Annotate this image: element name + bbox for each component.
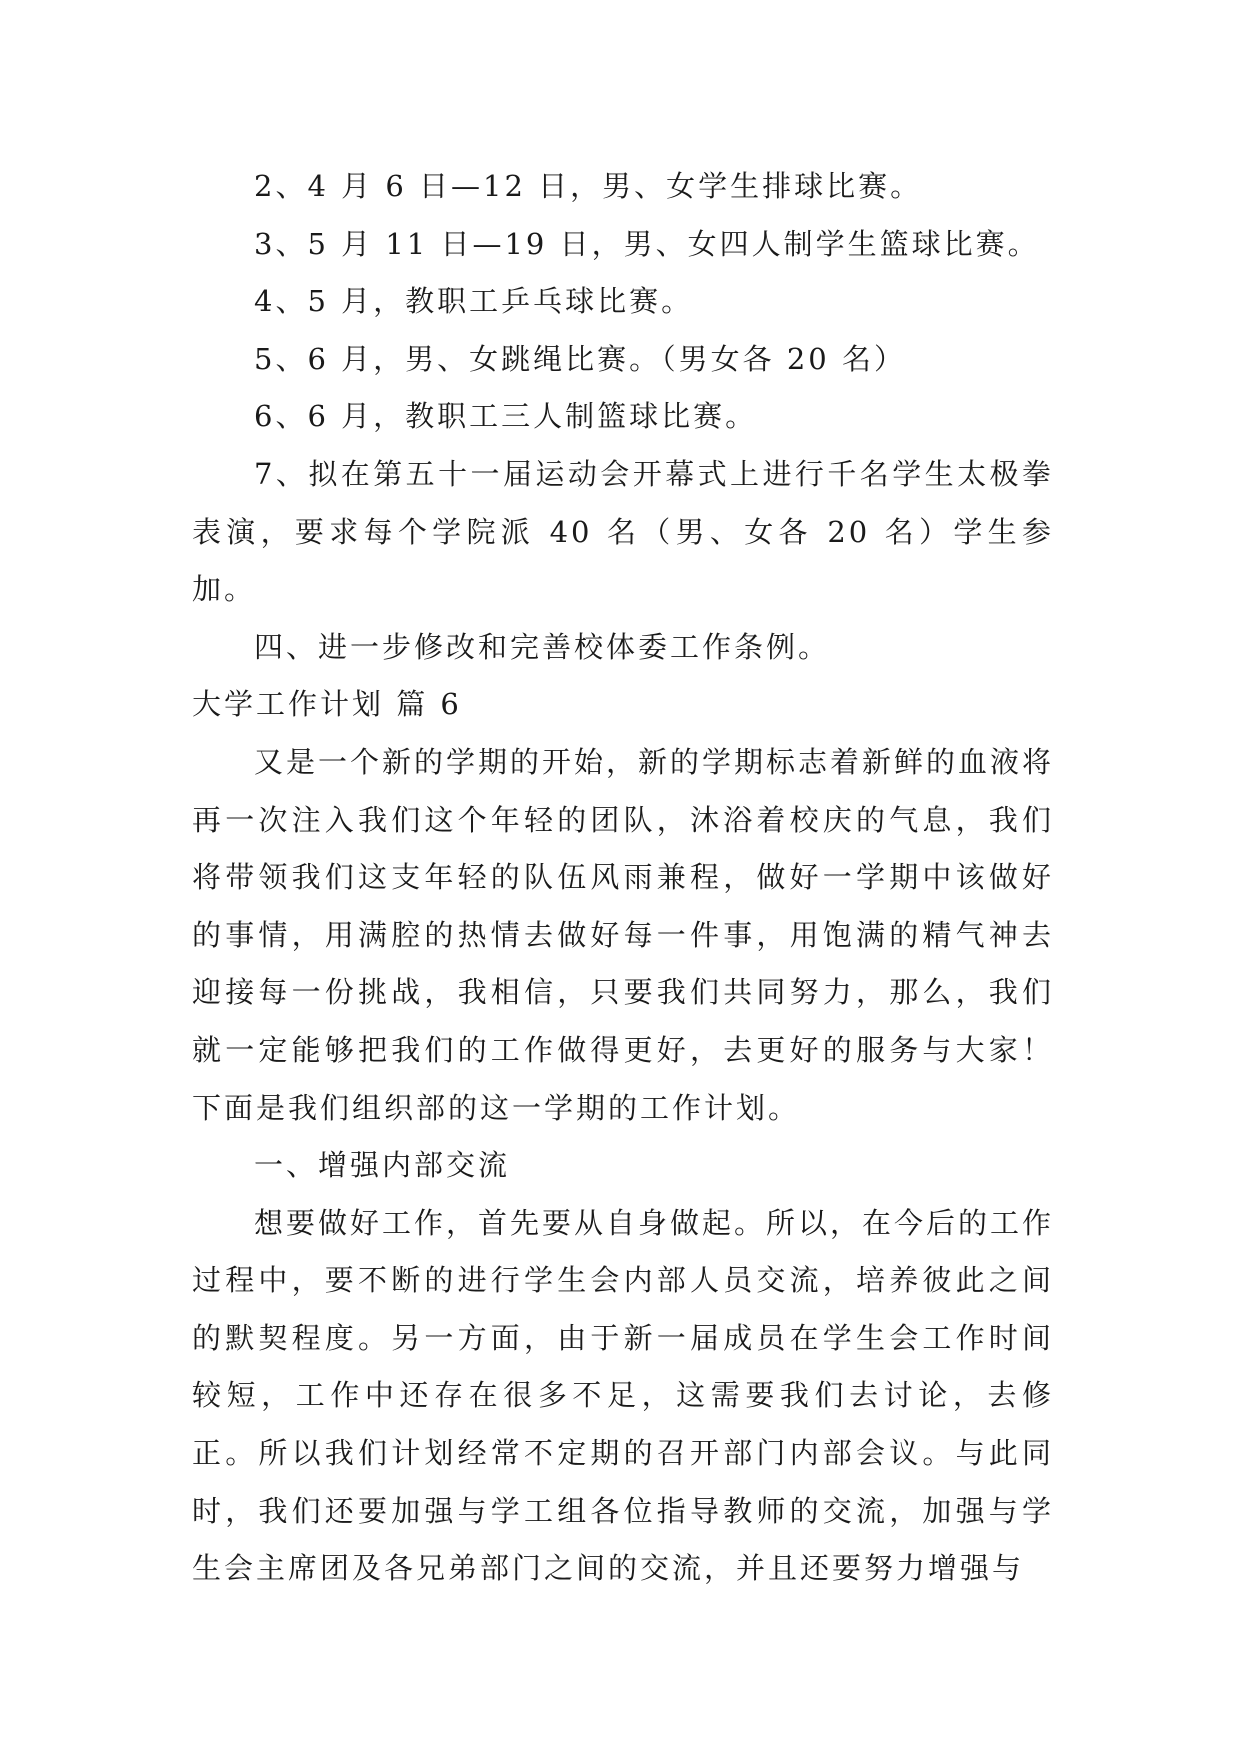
list-item-taiji: 7、拟在第五十一届运动会开幕式上进行千名学生太极拳表演，要求每个学院派 40 名（男、女各 20 名）学生参加。 [192,456,1054,607]
list-item-table-tennis: 4、5 月，教职工乒乓球比赛。 [254,284,694,319]
body-paragraph: 想要做好工作，首先要从自身做起。所以，在今后的工作过程中，要不断的进行学生会内部人员交流，培养彼此之间的默契程度。另一方面，由于新一届成员在学生会工作时间较短，工作中还存在很多不足，这需要我们去讨论，去修正。所以我们计划经常不定期的召开部门内部会议。与此同时，我们还要加强与学工组各位指导教师的交流，加强与学生会主席团及各兄弟部门之间的交流，并且还要努力增强与 [192,1205,1055,1586]
section-item-regulations: 四、进一步修改和完善校体委工作条例。 [254,629,831,664]
list-item-jump-rope: 5、6 月，男、女跳绳比赛。（男女各 20 名） [254,341,906,376]
subheading-internal-exchange: 一、增强内部交流 [254,1148,511,1183]
intro-paragraph: 又是一个新的学期的开始，新的学期标志着新鲜的血液将再一次注入我们这个年轻的团队，沐浴着校庆的气息，我们将带领我们这支年轻的队伍风雨兼程，做好一学期中该做好的事情，用满腔的热情去做好每一件事，用饱满的精气神去迎接每一份挑战，我相信，只要我们共同努力，那么，我们就一定能够把我们的工作做得更好，去更好的服务与大家！下面是我们组织部的这一学期的工作计划。 [192,744,1055,1125]
list-item-basketball: 3、5 月 11 日—19 日，男、女四人制学生篮球比赛。 [254,226,1040,261]
document-body [192,158,1054,1598]
list-item-volleyball: 2、4 月 6 日—12 日，男、女学生排球比赛。 [254,169,923,203]
list-item-staff-basketball: 6、6 月，教职工三人制篮球比赛。 [254,399,758,434]
section-title: 大学工作计划 篇 6 [192,687,462,722]
